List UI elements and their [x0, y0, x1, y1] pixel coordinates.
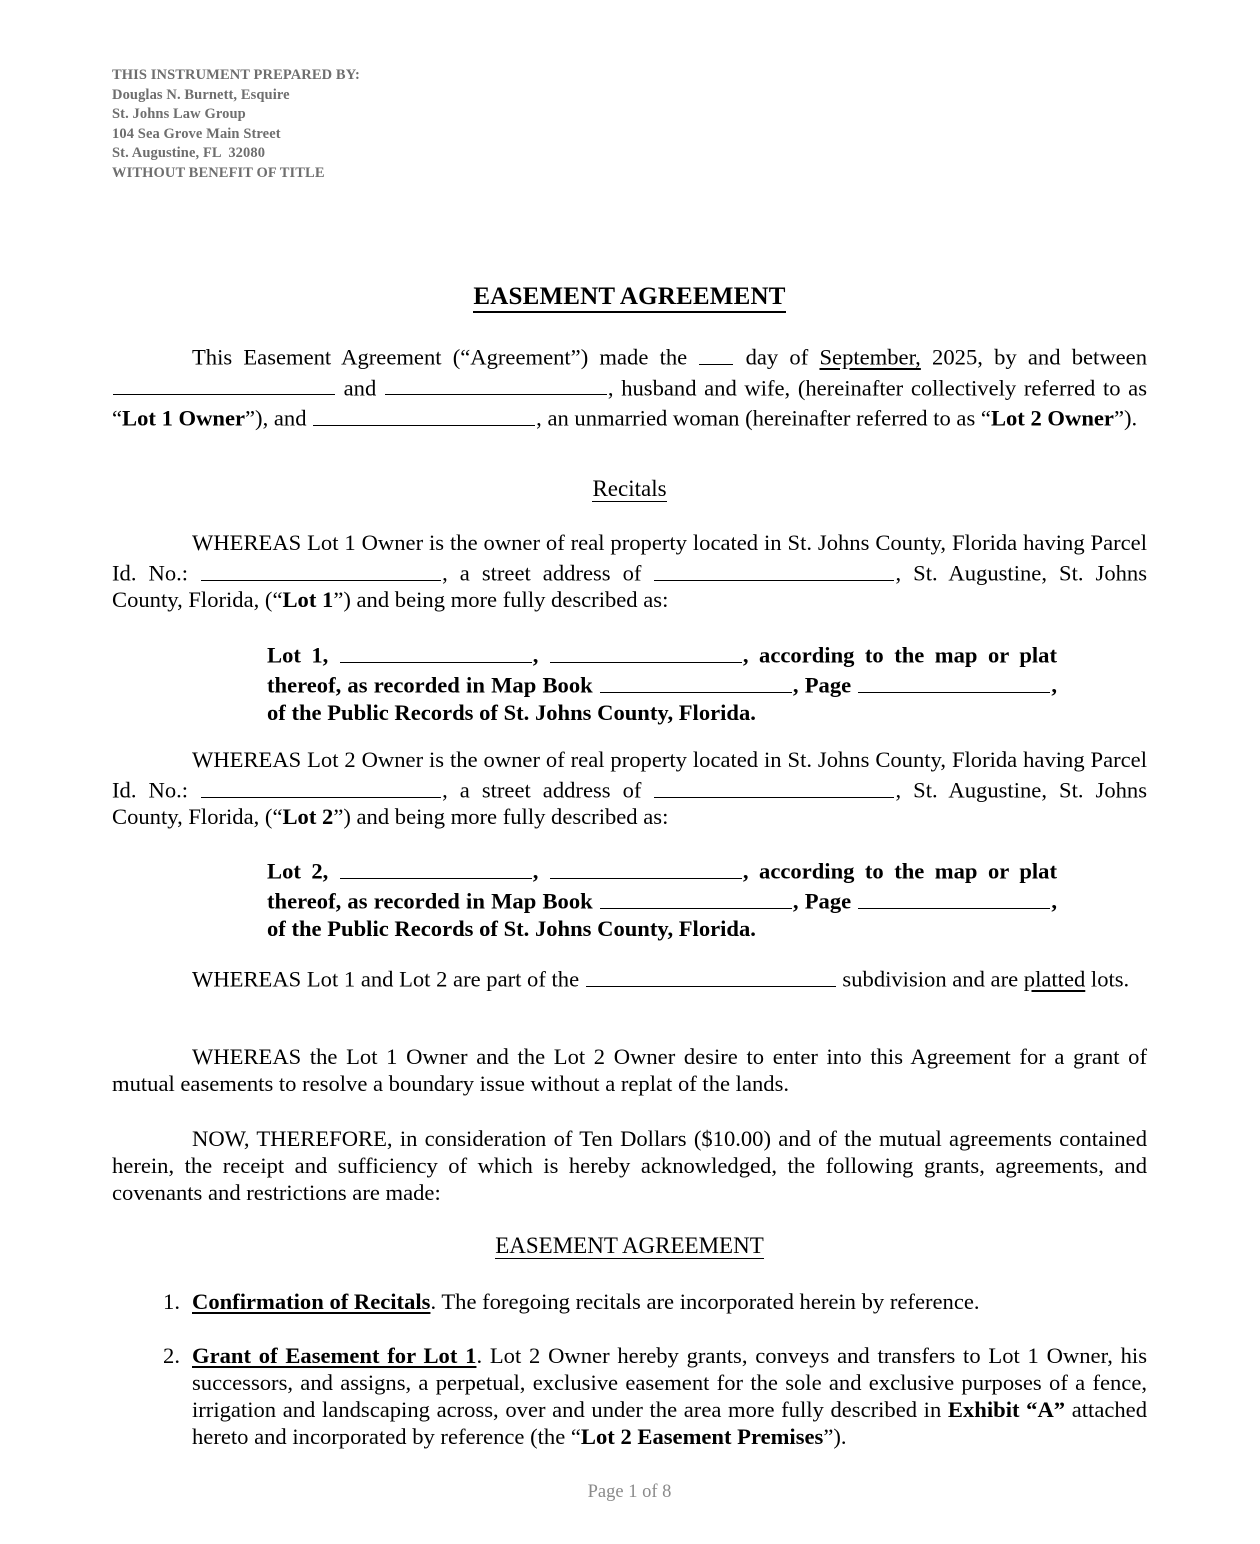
- list-item-text-3: ”).: [823, 1423, 847, 1449]
- now-therefore-paragraph: NOW, THEREFORE, in consideration of Ten Dollars ($10.00) and of the mutual agreements contained herein, the receipt and sufficiency of which is hereby acknowledged, the following grants, agreements, and covenants and restrictions are made:: [112, 1126, 1147, 1205]
- lot1-subdivision-blank[interactable]: [550, 639, 742, 663]
- intro-text-8: ”).: [1113, 405, 1138, 431]
- month-value: September,: [819, 344, 921, 370]
- list-item-title: Grant of Easement for Lot 1: [192, 1343, 477, 1368]
- whereas2-text-2: , a street address of: [442, 777, 654, 803]
- intro-text-3: 2025, by and between: [920, 344, 1148, 370]
- prepared-by-block: [112, 66, 360, 184]
- agreement-section-heading-text: EASEMENT AGREEMENT: [495, 1233, 764, 1258]
- lot2-street-address-blank[interactable]: [654, 774, 894, 798]
- legal1-text-5: , of the Public Records of St. Johns County, Florida.: [267, 672, 1057, 726]
- list-item-number: 2.: [163, 1343, 180, 1368]
- whereas3-text-2: subdivision and are: [836, 966, 1024, 992]
- lot1-page-blank[interactable]: [858, 669, 1050, 693]
- legal2-text-2: ,: [532, 858, 549, 884]
- legal2-text-4: , Page: [792, 888, 858, 914]
- page-title-text: EASEMENT AGREEMENT: [473, 283, 785, 313]
- legal2-text-3: , according to the map or plat thereof, as recorded in Map Book: [267, 858, 1058, 914]
- lot2-map-book-blank[interactable]: [600, 885, 792, 909]
- whereas3-text-1: WHEREAS Lot 1 and Lot 2 are part of the: [192, 966, 585, 992]
- prepared-by-line-5: St. Augustine, FL 32080: [112, 145, 266, 162]
- whereas2-text-4: ”) and being more fully described as:: [333, 804, 669, 830]
- lot1-legal-description: [267, 639, 1057, 727]
- platted-term: platted: [1023, 966, 1086, 992]
- intro-text-7: , an unmarried woman (hereinafter referred to as “: [536, 405, 991, 431]
- whereas1-text-1: WHEREAS Lot 1 Owner is the owner of real property located in St. Johns County, Florida having Parcel Id. No.:: [112, 530, 1147, 586]
- intro-paragraph: [112, 341, 1147, 433]
- exhibit-reference: Exhibit “A”: [947, 1396, 1066, 1422]
- prepared-by-line-6: WITHOUT BENEFIT OF TITLE: [112, 164, 325, 181]
- list-item-text-2: attached hereto and incorporated by reference (the “: [192, 1396, 1147, 1449]
- legal1-text-1: Lot 1,: [267, 642, 339, 668]
- whereas-lot1-paragraph: [112, 530, 1147, 614]
- lot1-defined-term: Lot 1: [282, 587, 334, 613]
- list-item-body: [192, 1289, 1147, 1316]
- lot2-block-blank[interactable]: [340, 855, 532, 879]
- lot1-street-address-blank[interactable]: [654, 557, 894, 581]
- lot2-parcel-id-blank[interactable]: [201, 774, 441, 798]
- list-item: [112, 1343, 1147, 1451]
- prepared-by-line-3: St. Johns Law Group: [112, 106, 246, 123]
- whereas1-text-2: , a street address of: [442, 560, 654, 586]
- list-item-text: . The foregoing recitals are incorporated herein by reference.: [430, 1289, 980, 1314]
- intro-text-4: and: [336, 375, 384, 401]
- whereas3-text-3: lots.: [1085, 966, 1130, 992]
- page-title: [112, 283, 1147, 311]
- lot2-owner-defined-term: Lot 2 Owner: [990, 405, 1114, 431]
- intro-text-5: , husband and wife, (hereinafter collectively referred to as “: [112, 375, 1147, 431]
- legal1-text-3: , according to the map or plat thereof, as recorded in Map Book: [267, 642, 1058, 698]
- page-number-text: Page 1 of 8: [587, 1482, 672, 1502]
- agreement-section-heading: [112, 1233, 1147, 1259]
- list-item-title: Confirmation of Recitals: [192, 1289, 431, 1314]
- whereas1-text-3: , St. Augustine, St. Johns County, Florida, (“: [112, 560, 1148, 613]
- subdivision-name-blank[interactable]: [586, 963, 836, 987]
- list-item-body: [192, 1343, 1147, 1451]
- whereas2-text-3: , St. Augustine, St. Johns County, Florida, (“: [112, 777, 1148, 830]
- prepared-by-line-2: Douglas N. Burnett, Esquire: [112, 86, 290, 103]
- page-footer: [112, 1482, 1147, 1503]
- lot1-block-blank[interactable]: [340, 639, 532, 663]
- list-item: [112, 1289, 1147, 1316]
- whereas1-text-4: ”) and being more fully described as:: [333, 587, 669, 613]
- whereas2-text-1: WHEREAS Lot 2 Owner is the owner of real property located in St. Johns County, Florida having Parcel Id. No.:: [112, 747, 1147, 803]
- legal2-text-1: Lot 2,: [267, 858, 339, 884]
- legal1-text-2: ,: [532, 642, 549, 668]
- whereas-subdivision-paragraph: [112, 963, 1147, 994]
- lot1-owner-defined-term: Lot 1 Owner: [122, 405, 246, 431]
- lot2-defined-term: Lot 2: [282, 804, 334, 830]
- lot1-owner-name-2-blank[interactable]: [385, 372, 607, 396]
- list-item-text-1: . Lot 2 Owner hereby grants, conveys and transfers to Lot 1 Owner, his successors, and assigns, a perpetual, exclusive easement for the sole and exclusive purposes of a fence, irrigation and landscaping across, over and under the area more fully described in: [192, 1343, 1147, 1422]
- lot2-owner-name-blank[interactable]: [313, 402, 535, 426]
- legal1-text-4: , Page: [792, 672, 858, 698]
- recitals-heading: [112, 476, 1147, 502]
- lot1-owner-name-1-blank[interactable]: [113, 372, 335, 396]
- day-blank[interactable]: [699, 341, 733, 365]
- lot2-page-blank[interactable]: [858, 885, 1050, 909]
- intro-text-2: day of: [734, 344, 820, 370]
- lot2-legal-description: [267, 855, 1057, 943]
- whereas-lot2-paragraph: [112, 747, 1147, 831]
- intro-text-1: This Easement Agreement (“Agreement”) made the: [192, 344, 699, 370]
- easement-premises-term: Lot 2 Easement Premises: [580, 1423, 824, 1449]
- prepared-by-line-1: THIS INSTRUMENT PREPARED BY:: [112, 67, 360, 83]
- legal2-text-5: , of the Public Records of St. Johns County, Florida.: [267, 888, 1057, 942]
- intro-text-6: ”), and: [245, 405, 313, 431]
- list-item-number: 1.: [163, 1289, 180, 1314]
- lot2-subdivision-blank[interactable]: [550, 855, 742, 879]
- whereas-intent-paragraph: WHEREAS the Lot 1 Owner and the Lot 2 Owner desire to enter into this Agreement for a grant of mutual easements to resolve a boundary issue without a replat of the lands.: [112, 1044, 1147, 1096]
- prepared-by-line-4: 104 Sea Grove Main Street: [112, 125, 281, 142]
- recitals-heading-text: Recitals: [592, 476, 667, 501]
- lot1-map-book-blank[interactable]: [600, 669, 792, 693]
- lot1-parcel-id-blank[interactable]: [201, 557, 441, 581]
